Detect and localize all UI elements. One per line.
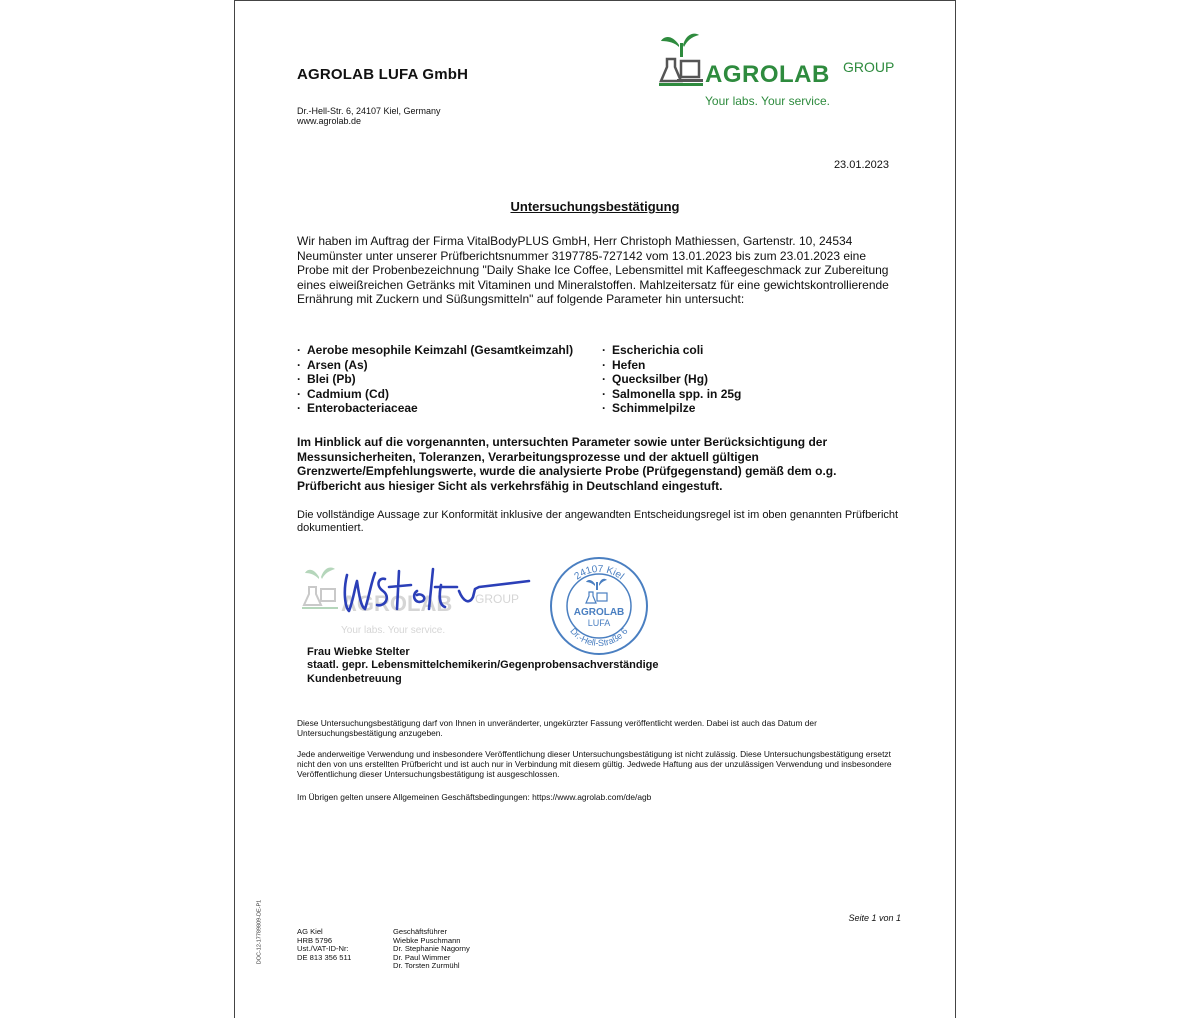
terms-link-text: Im Übrigen gelten unsere Allgemeinen Geschäftsbedingungen: https://www.agrolab.com/de/agb	[297, 792, 652, 802]
parameter-column-right	[602, 343, 741, 416]
stamp-seal	[547, 554, 651, 658]
document-page	[234, 0, 956, 1018]
document-code: DOC-12-17789809-DE-P1	[256, 899, 263, 965]
watermark-wordmark: AGROLAB	[341, 591, 453, 616]
signer-department: Kundenbetreuung	[307, 672, 402, 685]
stamp-subname: LUFA	[587, 618, 611, 628]
list-item: · Quecksilber (Hg)	[602, 372, 741, 387]
lab-stamp	[547, 554, 651, 658]
signer-info	[307, 646, 659, 686]
logo-wordmark: AGROLAB	[705, 61, 830, 88]
svg-text:Dr.-Hell-Straße 6	[568, 626, 629, 648]
agrolab-logo	[657, 31, 907, 111]
list-item: · Salmonella spp. in 25g	[602, 387, 741, 402]
website-line: www.agrolab.de	[297, 116, 362, 126]
stamp-top-text: 24107 Kiel	[572, 563, 626, 583]
footer-line: Dr. Paul Wimmer	[393, 952, 451, 962]
footer-line: Wiebke Puschmann	[393, 935, 461, 945]
disclaimer-publication: Diese Untersuchungsbestätigung darf von Ihnen in unveränderter, ungekürzter Fassung veröffentlicht werden. Dabei ist auch das Datum der Untersuchungsbestätigung anzugeben.	[297, 718, 817, 739]
footer-line: HRB 5796	[297, 935, 333, 945]
document-date: 23.01.2023	[833, 159, 889, 171]
signer-role: staatl. gepr. Lebensmittelchemikerin/Gegenprobensachverständige	[307, 659, 659, 672]
parameter-column-left	[297, 343, 573, 416]
list-item: · Arsen (As)	[297, 358, 573, 373]
disclaimer-liability: Jede anderweitige Verwendung und insbesondere Veröffentlichung dieser Untersuchungsbestätigung ist nicht zulässig. Diese Untersuchungsbestätigung ersetzt nicht den von uns erstellten Prüfbericht und ist auch nur in Verbindung mit diesem gültig. Jedwede Haftung aus der unzulässigen Verwendung und insbesondere Veröffentlichung dieser Untersuchungsbestätigung ist ausgeschlossen.	[297, 749, 892, 780]
stamp-name: AGROLAB	[573, 607, 625, 618]
company-name: AGROLAB LUFA GmbH	[297, 66, 469, 83]
list-item: · Cadmium (Cd)	[297, 387, 573, 402]
intro-paragraph: Wir haben im Auftrag der Firma VitalBodyPLUS GmbH, Herr Christoph Mathiessen, Gartenstr. 10, 24534 Neumünster unter unserer Prüfberichtsnummer 3197785-727142 vom 13.01.2023 bis zum 23.01.2023 eine Probe mit der Probenbezeichnung "Daily Shake Ice Coffee, Lebensmittel mit Kaffeegeschmack zur Zubereitung eines eiweißreichen Getränks mit Vitaminen und Mineralstoffen. Mahlzeitersatz für eine gewichtskontrollierende Ernährung mit Zuckern und Süßungsmitteln" auf folgende Parameter hin untersucht:	[297, 234, 889, 307]
logo-group: GROUP	[843, 59, 895, 75]
address-line: Dr.-Hell-Str. 6, 24107 Kiel, Germany	[297, 106, 441, 116]
flask-plant-icon	[657, 31, 705, 91]
watermark-group: GROUP	[475, 592, 520, 606]
document-title: Untersuchungsbestätigung	[510, 199, 680, 214]
footer-line: DE 813 356 511	[297, 952, 352, 962]
page-number: Seite 1 von 1	[848, 913, 901, 923]
footer-line: Dr. Stephanie Nagorny	[393, 944, 470, 954]
verdict-paragraph: Im Hinblick auf die vorgenannten, untersuchten Parameter sowie unter Berücksichtigung der Messunsicherheiten, Toleranzen, Verarbeitungsprozesse und der aktuell gültigen Grenzwerte/Empfehlungswerte, wurde die analysierte Probe (Prüfgegenstand) gemäß dem o.g. Prüfbericht aus hiesiger Sicht als verkehrsfähig in Deutschland eingestuft.	[297, 435, 837, 493]
footer-line: Ust./VAT-ID-Nr:	[297, 944, 349, 954]
footer-line: Dr. Torsten Zurmühl	[393, 961, 460, 971]
list-item: · Escherichia coli	[602, 343, 741, 358]
list-item: · Aerobe mesophile Keimzahl (Gesamtkeimzahl)	[297, 343, 573, 358]
svg-text:24107 Kiel	[573, 564, 626, 582]
stamp-bottom-text: Dr.-Hell-Straße 6	[568, 626, 630, 649]
signature-image	[299, 561, 559, 641]
list-item: · Hefen	[602, 358, 741, 373]
footer-line: AG Kiel	[297, 927, 323, 936]
logo-tagline: Your labs. Your service.	[705, 94, 830, 108]
footer-line: Geschäftsführer	[393, 927, 448, 936]
list-item: · Enterobacteriaceae	[297, 401, 573, 416]
signer-name: Frau Wiebke Stelter	[307, 646, 410, 658]
footer-registry	[297, 928, 351, 962]
signature-block	[299, 561, 559, 641]
watermark-tagline: Your labs. Your service.	[341, 625, 446, 636]
list-item: · Blei (Pb)	[297, 372, 573, 387]
company-address	[297, 106, 441, 126]
footer-management	[393, 928, 470, 971]
conformity-note: Die vollständige Aussage zur Konformität inklusive der angewandten Entscheidungsregel ist im oben genannten Prüfbericht dokumentiert.	[297, 509, 899, 534]
list-item: · Schimmelpilze	[602, 401, 741, 416]
